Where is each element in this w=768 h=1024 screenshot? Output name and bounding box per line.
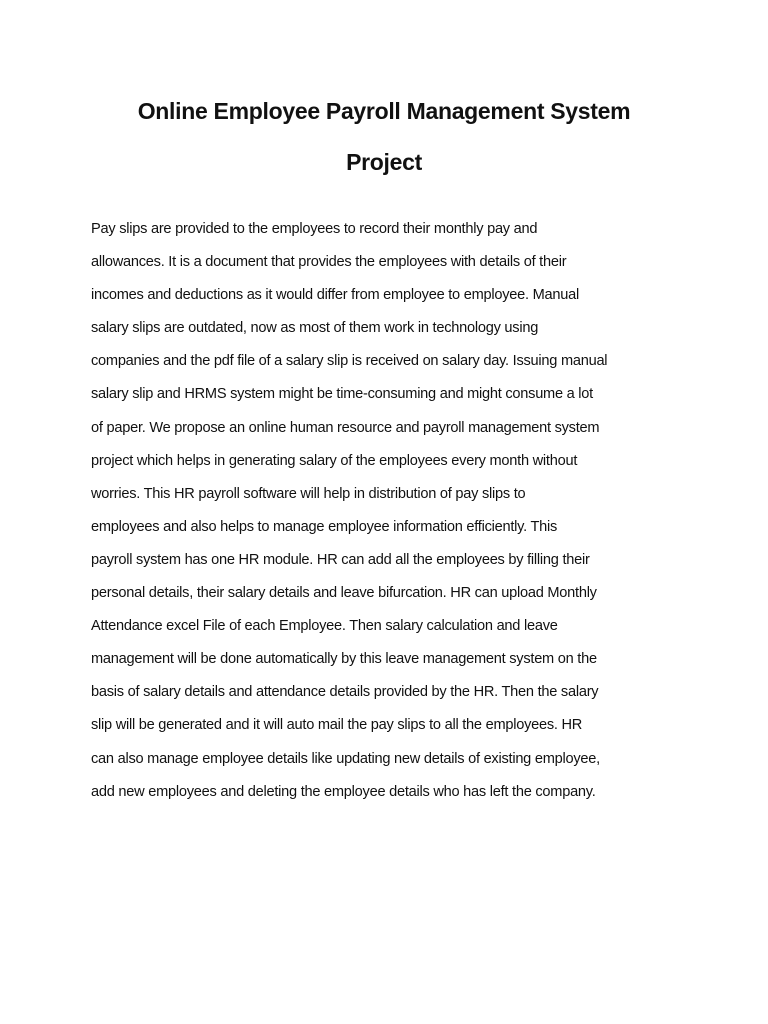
paragraph-line: add new employees and deleting the employee details who has left the company. <box>91 783 596 800</box>
paragraph-line: basis of salary details and attendance details provided by the HR. Then the salary <box>91 684 599 701</box>
paragraph-line: slip will be generated and it will auto mail the pay slips to all the employees. HR <box>91 717 583 734</box>
document-title-line-1: Online Employee Payroll Management System <box>137 98 631 124</box>
paragraph-line: companies and the pdf file of a salary slip is received on salary day. Issuing manual <box>91 353 608 370</box>
paragraph-line: of paper. We propose an online human resource and payroll management system <box>91 419 600 436</box>
paragraph-line: project which helps in generating salary of the employees every month without <box>91 452 578 469</box>
document-title-line-2: Project <box>346 149 422 175</box>
paragraph-line: employees and also helps to manage employee information efficiently. This <box>91 518 558 535</box>
paragraph-line: can also manage employee details like updating new details of existing employee, <box>91 750 600 767</box>
paragraph-line: salary slip and HRMS system might be time-consuming and might consume a lot <box>91 386 593 403</box>
paragraph-line: management will be done automatically by this leave management system on the <box>91 651 597 668</box>
body-paragraph <box>91 213 691 809</box>
paragraph-line: Attendance excel File of each Employee. Then salary calculation and leave <box>91 618 558 635</box>
paragraph-line: Pay slips are provided to the employees to record their monthly pay and <box>91 221 538 237</box>
paragraph-line: salary slips are outdated, now as most of them work in technology using <box>91 320 539 337</box>
paragraph-line: incomes and deductions as it would differ from employee to employee. Manual <box>91 287 579 304</box>
paragraph-line: payroll system has one HR module. HR can add all the employees by filling their <box>91 551 590 568</box>
paragraph-line: worries. This HR payroll software will help in distribution of pay slips to <box>91 485 526 502</box>
paragraph-line: allowances. It is a document that provides the employees with details of their <box>91 254 567 271</box>
paragraph-line: personal details, their salary details and leave bifurcation. HR can upload Monthly <box>91 585 597 602</box>
